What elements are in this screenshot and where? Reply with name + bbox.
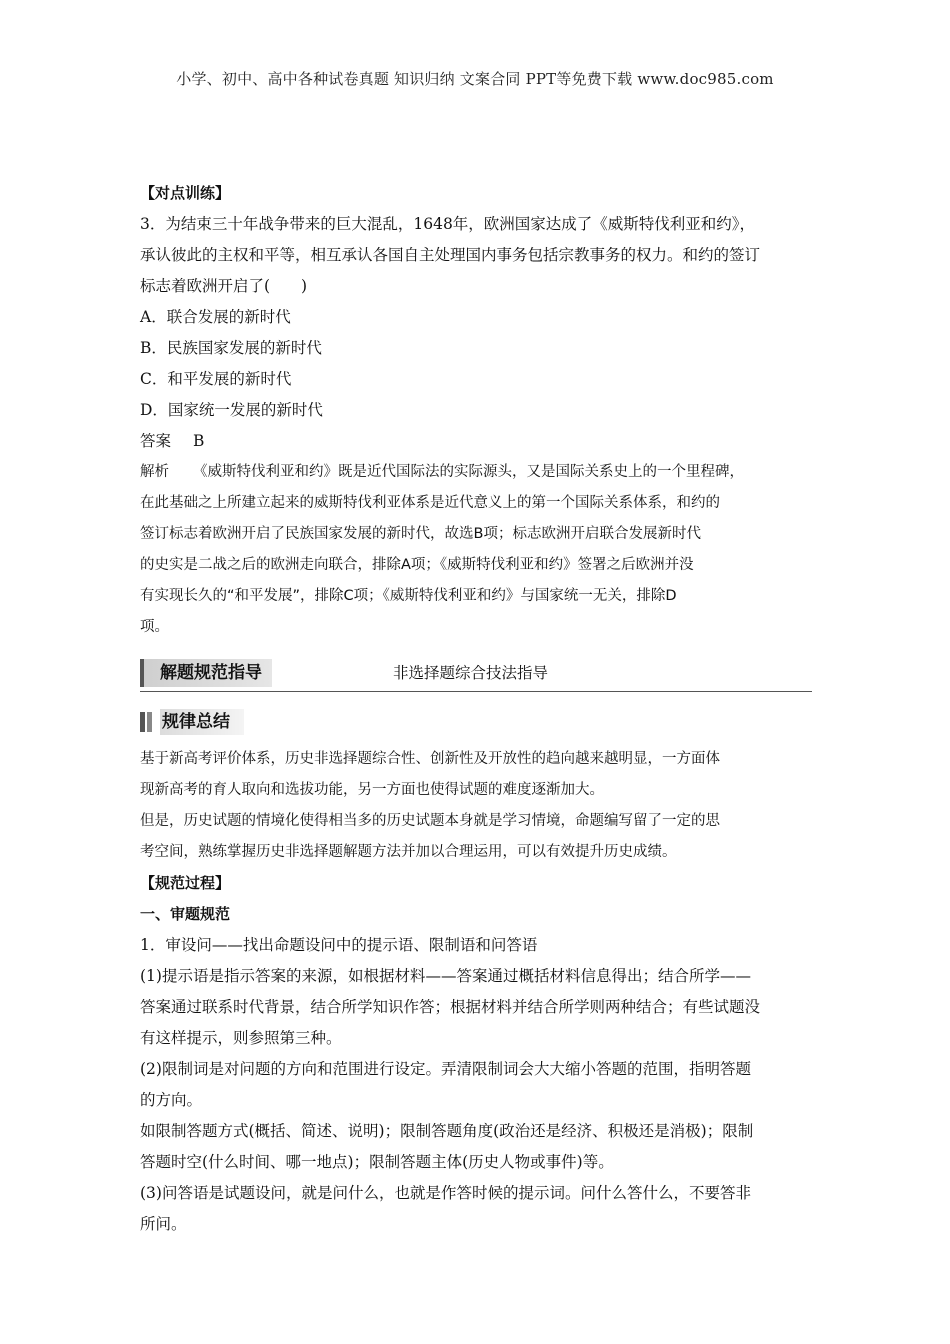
process-label: 【规范过程】: [140, 874, 231, 892]
page-header: 小学、初中、高中各种试卷真题 知识归纳 文案合同 PPT等免费下载 www.doc985.com: [176, 70, 774, 88]
rules-title: 规律总结: [160, 709, 244, 735]
rules-heading: [140, 708, 812, 738]
page-content: [140, 178, 812, 1240]
practice-label: 【对点训练】: [140, 184, 231, 202]
answer-row: [140, 426, 812, 457]
process-p2-line: 的方向。: [140, 1091, 203, 1109]
section-tag: 解题规范指导: [140, 659, 272, 687]
answer-value: B: [193, 432, 205, 450]
process-p1-line: (1)提示语是指示答案的来源，如根据材料——答案通过概括材料信息得出；结合所学——: [140, 967, 751, 985]
analysis-line: [140, 457, 812, 488]
question-line: 承认彼此的主权和平等，相互承认各国自主处理国内事务包括宗教事务的权力。和约的签订: [140, 246, 761, 264]
bar-marker-icon: [140, 712, 154, 732]
process-p1-line: 有这样提示，则参照第三种。: [140, 1029, 342, 1047]
analysis-line: 在此基础之上所建立起来的威斯特伐利亚体系是近代意义上的第一个国际关系体系，和约的: [140, 495, 720, 511]
question-line: 标志着欧洲开启了( ): [140, 277, 308, 295]
answer-label: 答案: [140, 432, 172, 450]
option-c: C．和平发展的新时代: [140, 370, 292, 388]
process-p3-line: 如限制答题方式(概括、简述、说明)；限制答题角度(政治还是经济、积极还是消极)；限制: [140, 1122, 754, 1140]
process-heading: 一、审题规范: [140, 905, 231, 923]
rules-para2-line: 但是，历史试题的情境化使得相当多的历史试题本身就是学习情境，命题编写留了一定的思: [140, 813, 720, 829]
analysis-line: 的史实是二战之后的欧洲走向联合，排除A项；《威斯特伐利亚和约》签署之后欧洲并没: [140, 557, 694, 573]
analysis-label: 解析: [140, 464, 169, 480]
rules-para2-line: 考空间，熟练掌握历史非选择题解题方法并加以合理运用，可以有效提升历史成绩。: [140, 844, 677, 860]
analysis-line: 有实现长久的“和平发展”，排除C项；《威斯特伐利亚和约》与国家统一无关，排除D: [140, 588, 677, 604]
rules-para1-line: 基于新高考评价体系，历史非选择题综合性、创新性及开放性的趋向越来越明显，一方面体: [140, 751, 720, 767]
analysis-line: 签订标志着欧洲开启了民族国家发展的新时代，故选B项；标志欧洲开启联合发展新时代: [140, 526, 701, 542]
option-a: A．联合发展的新时代: [140, 308, 291, 326]
process-p4-line: 所问。: [140, 1215, 187, 1233]
analysis-line: 项。: [140, 619, 169, 635]
process-item1: 1．审设问——找出命题设问中的提示语、限制语和问答语: [140, 936, 538, 954]
option-b: B．民族国家发展的新时代: [140, 339, 322, 357]
process-p1-line: 答案通过联系时代背景，结合所学知识作答；根据材料并结合所学则两种结合；有些试题没: [140, 998, 761, 1016]
process-p4-line: (3)问答语是试题设问，就是问什么，也就是作答时候的提示词。问什么答什么，不要答非: [140, 1184, 751, 1202]
process-p3-line: 答题时空(什么时间、哪一地点)；限制答题主体(历史人物或事件)等。: [140, 1153, 614, 1171]
rules-para1-line: 现新高考的育人取向和选拔功能，另一方面也使得试题的难度逐渐加大。: [140, 782, 604, 798]
section-subtitle: 非选择题综合技法指导: [393, 664, 549, 682]
analysis-text: 《威斯特伐利亚和约》既是近代国际法的实际源头，又是国际关系史上的一个里程碑，: [193, 464, 744, 480]
section-banner: [140, 657, 812, 692]
option-d: D．国家统一发展的新时代: [140, 401, 323, 419]
process-p2-line: (2)限制词是对问题的方向和范围进行设定。弄清限制词会大大缩小答题的范围，指明答题: [140, 1060, 751, 1078]
question-line: 3．为结束三十年战争带来的巨大混乱，1648年，欧洲国家达成了《威斯特伐利亚和约》，: [140, 215, 756, 233]
